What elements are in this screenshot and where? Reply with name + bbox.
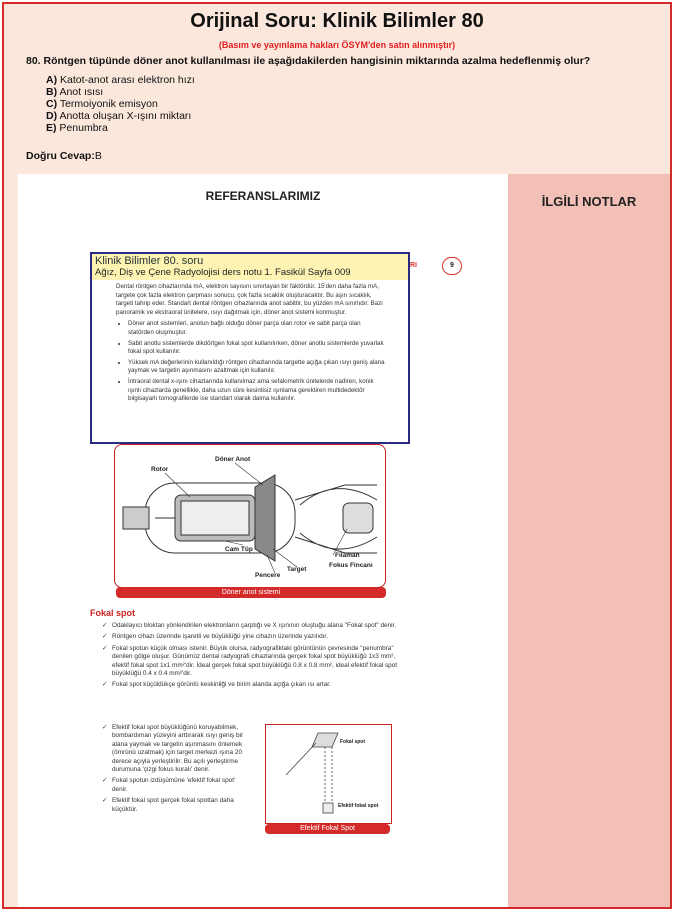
page-number: 9 [442,257,462,275]
answer-label: Doğru Cevap: [26,150,95,162]
list-item: ✓ Odaklayıcı bloktan yönlendirilen elektronların çarptığı ve X ışınının oluştuğu alana "Fokal spot" denir. [112,622,410,630]
option-e[interactable] [46,122,195,134]
answer-value: B [94,150,102,162]
list-item: • İntraoral dental x-ışını cihazlarında kullanılmaz ama sefalometrik ünitelerde nadiren, konik ışınlı cihazlarda genellikle, daha uzun süre kesintisiz ışınlama gerektiren multidedektör bilgisayarlı tomografilerde ise standart olarak daima kullanılır. [128,378,386,404]
list-item: ✓ Röntgen cihazı üzerinde işaretli ve büyüklüğü yine cihazın üzerinde yazılıdır. [112,633,410,641]
stem-shape [123,507,149,529]
list-item: • Sabit anotlu sistemlerde dikdörtgen fokal spot kullanılırken, döner anotlu sistemlerde yuvarlak fokal spot kullanılır. [128,340,386,357]
label-target: Target [287,566,307,573]
fokal-spot-list [102,622,410,693]
reference-text [92,280,408,404]
option-letter: B) [46,86,58,98]
tube-illustration [115,445,385,587]
label-fokus-fincani: Fokus Fincanı [329,562,373,569]
reference-bullets [116,320,386,403]
label-doner-anot: Döner Anot [215,456,251,463]
list-item: ✓ Fokal spotun küçük olması istenir. Büyük olursa, radyografiktaki görüntünün çevresinde "penumbra" denilen gölge oluşur. Günümüz dental radyografi cihazlarında gerçek fokal spot büyüklüğü 1x3 mm², efektif fokal spot 1x1 mm²'dir. İdeal gerçek fokal spot büyüklüğü 0.8 x 0.8 mm², ideal efektif fokal spot büyüklüğü 0.4 x 0.4 mm²'dir. [112,645,410,679]
label-cam-tup: Cam Tüp [225,546,253,553]
option-text: Termoiyonik emisyon [59,98,158,110]
option-text: Anot ısısı [59,86,104,98]
leader-line [225,541,243,545]
cathode-shape [343,503,373,533]
question-text: 80. Röntgen tüpünde döner anot kullanılması ile aşağıdakilerden hangisinin miktarında azalma hedeflenmiş olur? [26,55,591,67]
option-c[interactable] [46,98,195,110]
label-filaman: Filaman [335,552,360,559]
option-letter: C) [46,98,58,110]
option-a[interactable] [46,74,195,86]
list-item: • Döner anot sistemleri, anotun bağlı olduğu döner parça olan rotor ve sabit parça olan statörden oluşmuştur. [128,320,386,337]
reference-source: Ağız, Diş ve Çene Radyolojisi ders notu 1. Fasikül Sayfa 009 [95,267,351,278]
answer-options [46,74,195,134]
option-letter: E) [46,122,57,134]
reference-box [90,252,410,444]
fokal-spot-heading: Fokal spot [90,608,136,618]
target-plate-shape [312,733,338,747]
references-title: REFERANSLARIMIZ [205,189,321,203]
option-b[interactable] [46,86,195,98]
reference-intro: Dental röntgen cihazlarında mA, elektron sayısını sınırlayan bir faktördür. 15'den daha fazla mA, targete çok fazla elektron çarpması sonucu, çok fazla sıcaklık oluşturacaktır. Bu aşırı sıcaklık, targeti tahrip eder. Standart dental röntgen cihazlarında anot sabittir, bu yüzden mA sınırlıdır. Bazı panoramik ve ekstraoral ünitelere, ısıyı dağıtmak için, döner anot sistemi konmuştur. [116,283,383,316]
list-item: ✓ Efektif fokal spot büyüklüğünü koruyabilmek, bombardıman yüzeyini arttırarak ısıyı geniş bir alana yaymak ve targetin aşınmasını önlemek (ömrünü uzatmak) için target merkezi ışına 20 derece açıyla yerleştirilir. Bu açılı yerleştirme durumuna 'çizgi fokus kuralı' denir. [112,724,252,774]
notes-panel [508,174,670,909]
leader-line [165,473,190,497]
leader-line [273,549,297,567]
leader-line [235,463,263,485]
option-d[interactable] [46,110,195,122]
option-letter: A) [46,74,58,86]
reference-header [92,254,408,280]
label-pencere: Pencere [255,572,281,579]
option-letter: D) [46,110,58,122]
notes-title: İLGİLİ NOTLAR [541,194,637,209]
anode-disk-shape [255,475,275,561]
option-text: Anotta oluşan X-ışını miktarı [59,110,192,122]
list-item: ✓ Fokal spot küçüldükçe görüntü keskinliği ve birim alanda açığa çıkan ısı artar. [112,681,410,689]
effective-spot-box [323,803,333,813]
rotor-core-shape [181,501,249,535]
correct-answer [26,150,102,162]
option-text: Katot-anot arası elektron hızı [60,74,195,86]
page-frame [2,2,672,909]
label-rotor: Rotor [151,466,169,473]
effective-spot-list [102,724,252,817]
label-fokal-spot: Fokal spot [340,739,366,745]
reference-title: Klinik Bilimler 80. soru [95,255,204,267]
rotating-anode-diagram [114,444,386,588]
effective-spot-illustration [266,725,391,823]
page-title: Orijinal Soru: Klinik Bilimler 80 [190,10,484,32]
references-panel [18,174,508,909]
diagram-caption: Döner anot sistemi [116,587,386,598]
effective-spot-diagram [265,724,392,824]
page-tab: RI [410,262,417,269]
electron-beam-line [286,743,316,775]
label-efektif-fokal-spot: Efektif fokal spot [338,803,379,809]
option-text: Penumbra [59,122,108,134]
reference-page [90,252,500,892]
list-item: ✓ Efektif fokal spot gerçek fokal spottan daha küçüktür. [112,797,252,814]
effective-spot-caption: Efektif Fokal Spot [265,824,390,834]
copyright-notice: (Basım ve yayınlama hakları ÖSYM'den satın alınmıştır) [218,40,456,50]
list-item: • Yüksek mA değerlerinin kullanıldığı röntgen cihazlarında targette açığa çıkan ısıyı geniş alana yaymak ve targetin aşınmasını azaltmak için kullanılır. [128,359,386,376]
list-item: ✓ Fokal spotun izdüşümüne 'efektif fokal spot' denir. [112,777,252,794]
